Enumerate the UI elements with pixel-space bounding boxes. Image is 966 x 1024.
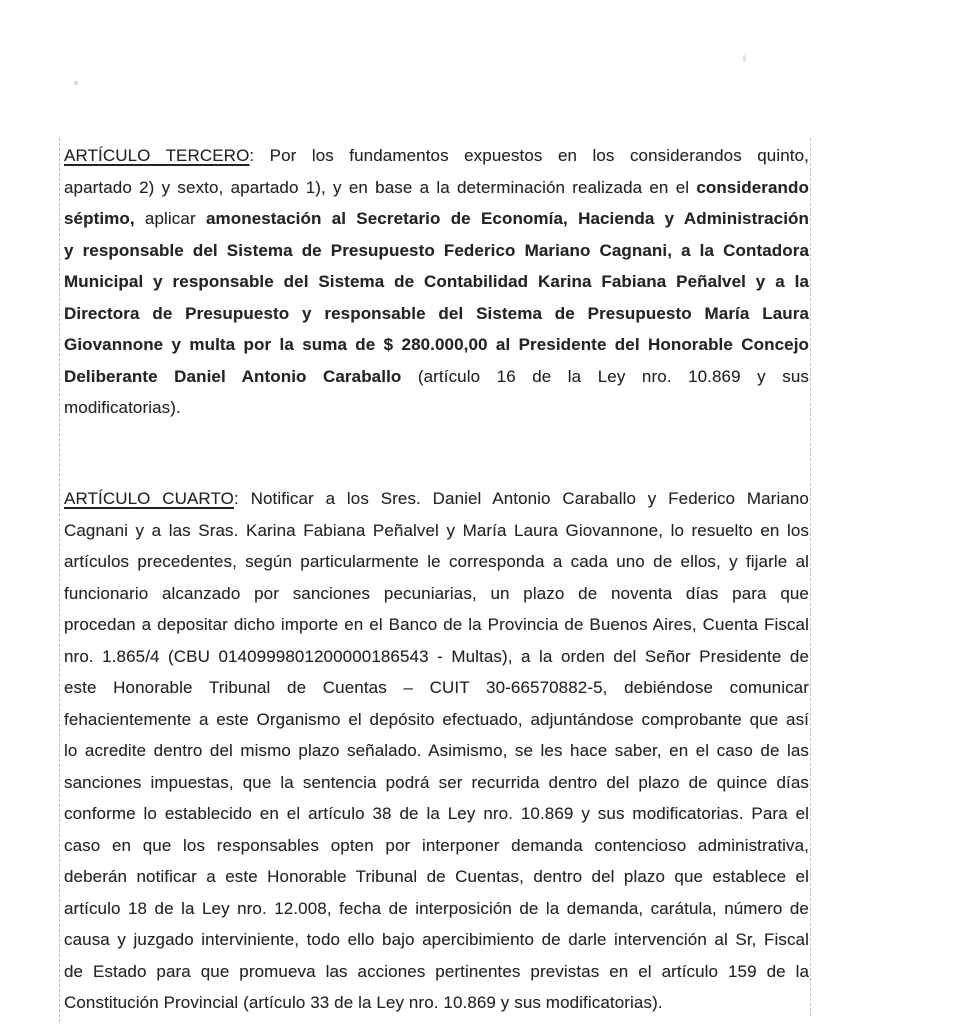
text-line	[64, 483, 809, 515]
article-heading: ARTÍCULO TERCERO	[64, 146, 250, 165]
text-line	[64, 767, 809, 799]
text-segment: fehacientemente a este Organismo el depósito efectuado, adjuntándose comprobante que así	[64, 709, 809, 729]
text-line	[64, 546, 809, 578]
text-segment: aplicar	[134, 209, 206, 228]
text-line	[64, 329, 809, 361]
text-line	[64, 798, 809, 830]
text-segment: artículo 18 de la Ley nro. 12.008, fecha de interposición de la demanda, carátula, número de	[64, 898, 809, 918]
scan-speck	[74, 81, 78, 85]
text-segment: : Notificar a los Sres. Daniel Antonio Caraballo y Federico Mariano	[233, 489, 809, 508]
text-line	[64, 609, 809, 641]
scan-speck	[743, 55, 746, 62]
left-margin-rule	[59, 138, 60, 1022]
text-line	[64, 203, 809, 235]
text-line	[64, 392, 809, 424]
text-segment: Municipal y responsable del Sistema de Contabilidad Karina Fabiana Peñalvel y a la	[64, 272, 809, 291]
text-line	[64, 735, 809, 767]
paragraph-articulo-cuarto	[64, 483, 809, 1019]
text-line	[64, 578, 809, 610]
right-margin-rule	[810, 138, 811, 1016]
text-segment: Directora de Presupuesto y responsable del Sistema de Presupuesto María Laura	[64, 303, 809, 323]
text-segment: nro. 1.865/4 (CBU 0140999801200000186543 - Multas), a la orden del Señor Presidente de	[64, 646, 809, 666]
article-heading: ARTÍCULO CUARTO	[64, 489, 234, 508]
text-segment: artículos precedentes, según particularmente le corresponda a cada uno de ellos, y fijarle al	[64, 552, 809, 571]
text-segment: séptimo,	[64, 209, 135, 228]
text-segment: Constitución Provincial (artículo 33 de la Ley nro. 10.869 y sus modificatorias).	[64, 993, 663, 1012]
text-segment: procedan a depositar dicho importe en el Banco de la Provincia de Buenos Aires, Cuenta Fiscal	[64, 615, 809, 634]
text-line	[64, 672, 809, 704]
text-line	[64, 641, 809, 673]
text-segment: caso en que los responsables opten por interponer demanda contencioso administrativa,	[64, 835, 809, 855]
text-segment: de Estado para que promueva las acciones pertinentes previstas en el artículo 159 de la	[64, 961, 809, 981]
text-line	[64, 893, 809, 925]
text-segment: considerando	[696, 177, 809, 197]
text-segment: modificatorias).	[64, 398, 181, 417]
text-line	[64, 987, 809, 1019]
paragraph-articulo-tercero	[64, 140, 809, 424]
text-line	[64, 861, 809, 893]
text-line	[64, 515, 809, 547]
text-line	[64, 924, 809, 956]
text-segment: conforme lo establecido en el artículo 38 de la Ley nro. 10.869 y sus modificatorias. Para el	[64, 804, 809, 823]
text-segment: deberán notificar a este Honorable Tribunal de Cuentas, dentro del plazo que establece el	[64, 867, 809, 886]
text-segment: Cagnani y a las Sras. Karina Fabiana Peñalvel y María Laura Giovannone, lo resuelto en los	[64, 520, 809, 540]
text-segment: funcionario alcanzado por sanciones pecuniarias, un plazo de noventa días para que	[64, 583, 809, 603]
text-line	[64, 956, 809, 988]
text-segment: y responsable del Sistema de Presupuesto Federico Mariano Cagnani, a la Contadora	[64, 240, 809, 260]
text-segment: (artículo 16 de la Ley nro. 10.869 y sus	[401, 366, 809, 386]
text-line	[64, 140, 809, 172]
text-segment: : Por los fundamentos expuestos en los considerandos quinto,	[249, 146, 809, 165]
text-line	[64, 704, 809, 736]
text-line	[64, 172, 809, 204]
text-segment: lo acredite dentro del mismo plazo señalado. Asimismo, se les hace saber, en el caso de las	[64, 741, 809, 760]
text-segment: Giovannone y multa por la suma de $ 280.000,00 al Presidente del Honorable Concejo	[64, 335, 809, 354]
text-line	[64, 266, 809, 298]
text-line	[64, 298, 809, 330]
text-segment: apartado 2) y sexto, apartado 1), y en base a la determinación realizada en el	[64, 177, 697, 197]
text-segment: amonestación al Secretario de Economía, Hacienda y Administración	[205, 209, 809, 228]
text-segment: este Honorable Tribunal de Cuentas – CUIT 30-66570882-5, debiéndose comunicar	[64, 678, 809, 697]
text-line	[64, 235, 809, 267]
text-segment: Deliberante Daniel Antonio Caraballo	[64, 366, 402, 386]
text-segment: sanciones impuestas, que la sentencia podrá ser recurrida dentro del plazo de quince días	[64, 772, 809, 792]
text-line	[64, 361, 809, 393]
text-segment: causa y juzgado interviniente, todo ello bajo apercibimiento de darle intervención al Sr, Fiscal	[64, 930, 809, 949]
text-line	[64, 830, 809, 862]
